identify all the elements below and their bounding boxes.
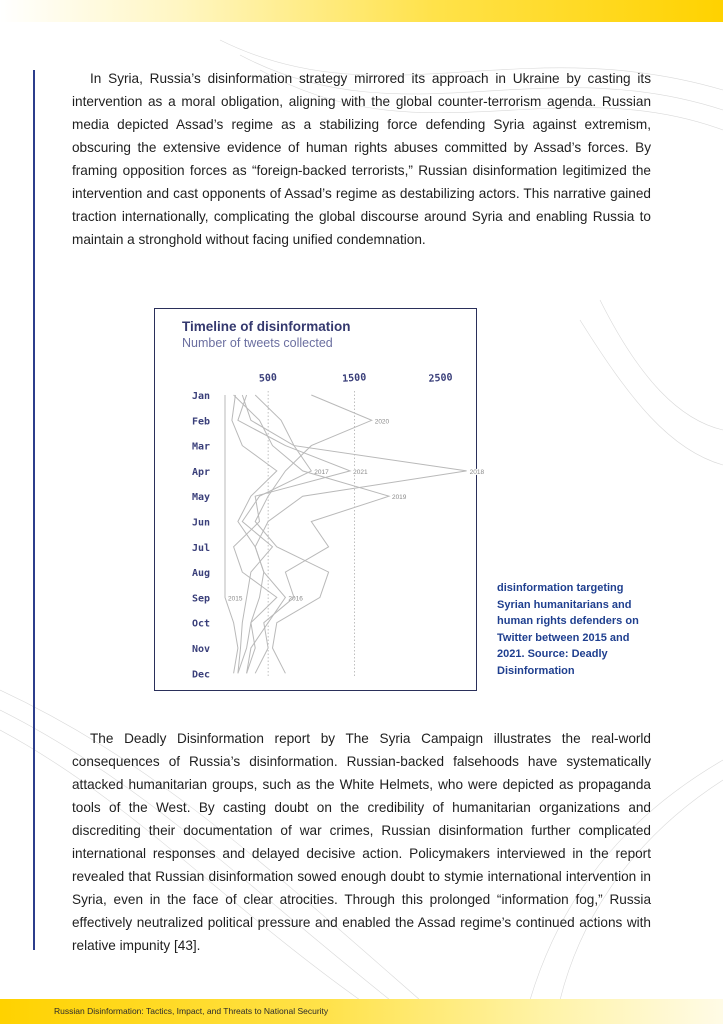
chart-x-tick-label: 1500 <box>341 372 367 385</box>
chart-month-label: Nov <box>192 644 211 655</box>
chart-title: Timeline of disinformation <box>182 319 351 334</box>
left-margin-rule <box>33 70 35 950</box>
chart-series-label: 2018 <box>469 468 485 476</box>
chart-month-label: Jan <box>192 391 211 402</box>
body-paragraph-2: The Deadly Disinformation report by The Syria Campaign illustrates the real-world consequences of Russia’s disinformation. Russian-backed falsehoods have systematically attacked humanitarian groups, such as the White Helmets, who were depicted as propaganda tools of the West. By casting doubt on the credibility of humanitarian organizations and discrediting their documentation of war crimes, Russian disinformation further complicated international responses and delayed decisive action. Policymakers interviewed in the report revealed that Russian disinformation sowed enough doubt to stymie international intervention in Syria, even in the face of clear atrocities. Through this prolonged “information fog,” Russia effectively neutralized political pressure and enabled the Assad regime’s continued actions with relative impunity [43]. <box>72 731 651 953</box>
chart-series-line <box>225 395 238 673</box>
chart-series-label: 2020 <box>374 418 390 426</box>
chart-month-label: Sep <box>192 593 211 605</box>
chart-month-label: Apr <box>192 466 211 478</box>
chart-month-label: Jun <box>192 517 211 529</box>
chart-subtitle: Number of tweets collected <box>182 336 333 350</box>
chart-month-label: Feb <box>192 416 211 428</box>
chart-x-tick-label: 500 <box>258 372 278 385</box>
chart-month-label: Mar <box>192 441 211 453</box>
chart-series-label: 2021 <box>353 468 368 476</box>
chart-series-label: 2019 <box>391 494 407 502</box>
figure-caption: disinformation targeting Syrian humanitarians and human rights defenders on Twitter between 2015 and 2021. Source: Deadly Disinformation <box>497 582 639 677</box>
chart-series-label: 2017 <box>314 468 329 476</box>
chart-month-label: Aug <box>192 568 211 580</box>
chart-series-line <box>238 395 467 673</box>
chart-month-label: Oct <box>192 618 211 630</box>
chart-plot <box>155 309 485 690</box>
chart-month-label: Jul <box>192 542 211 554</box>
chart-series-line <box>232 395 286 673</box>
body-paragraph-1: In Syria, Russia’s disinformation strategy mirrored its approach in Ukraine by casting its intervention as a moral obligation, aligning with the global counter-terrorism agenda. Russian media depicted Assad’s regime as a stabilizing force defending Syria against extremism, obscuring the extensive evidence of human rights abuses committed by Assad’s forces. By framing opposition forces as “foreign-backed terrorists,” Russian disinformation legitimized the intervention and cast opponents of Assad’s regime as destabilizing actors. This narrative gained traction internationally, complicating the global discourse around Syria and enabling Russia to maintain a stronghold without facing unified condemnation. <box>72 71 651 247</box>
chart-month-label: May <box>192 492 211 504</box>
chart-month-label: Dec <box>192 669 211 681</box>
footer-title: Russian Disinformation: Tactics, Impact, and Threats to National Security <box>54 1006 329 1016</box>
chart-series-label: 2016 <box>288 595 303 603</box>
chart-figure <box>154 308 485 691</box>
header-accent-band <box>0 0 723 22</box>
chart-series-label: 2015 <box>228 595 243 603</box>
chart-x-tick-label: 2500 <box>428 372 453 385</box>
